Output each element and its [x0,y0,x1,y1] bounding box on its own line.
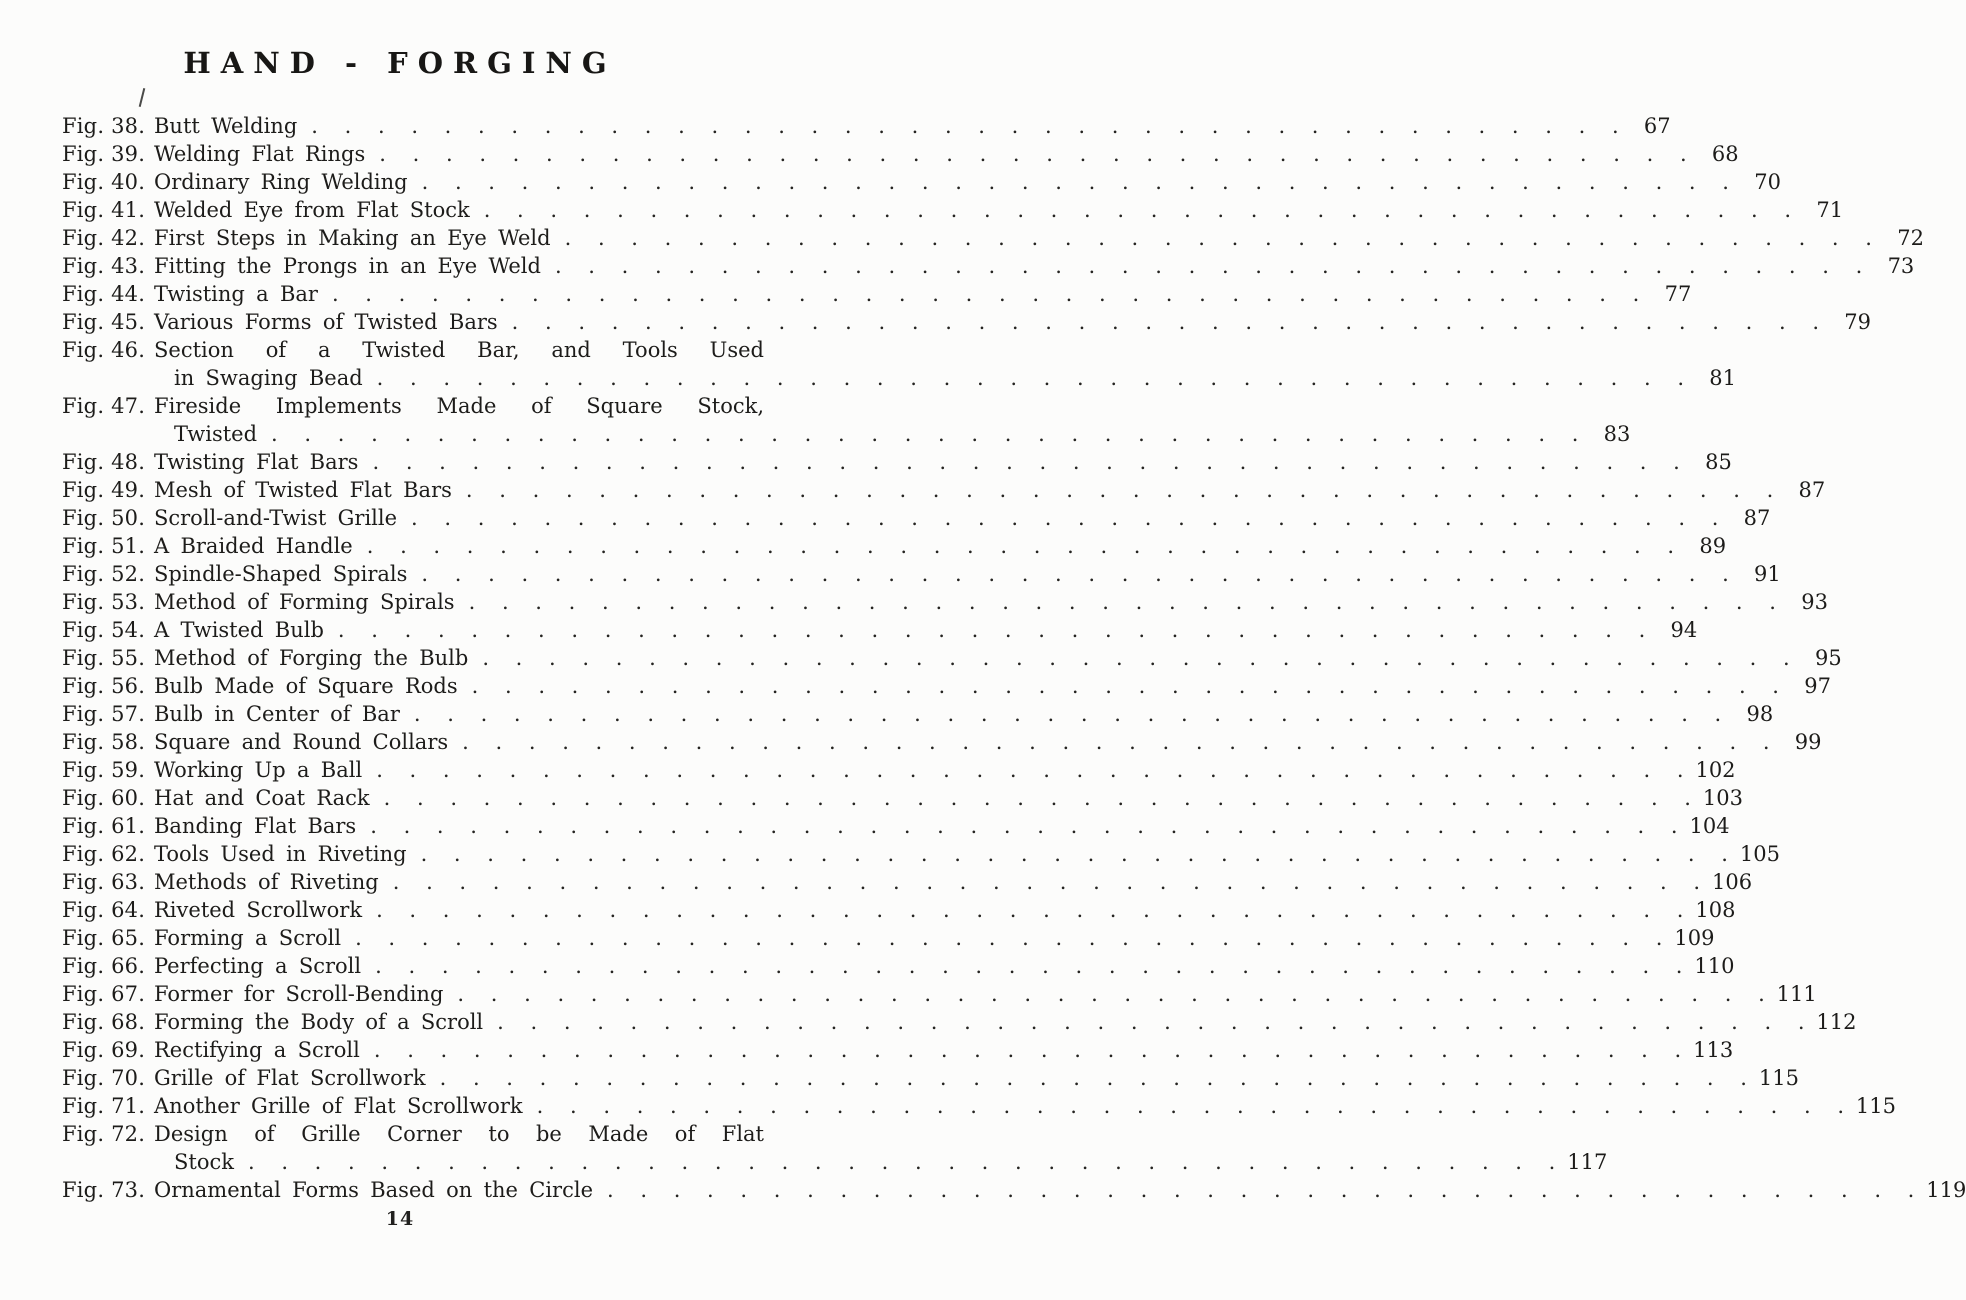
dot-leader: . . . . . . . . . . . . . . . . . . . . . . . . . . . . . . . . . . . . . . . . [337,618,1646,642]
figure-label: Fig. 65. [62,926,146,950]
figure-title: Tools Used in Riveting [154,842,407,866]
figure-entry-row [62,140,1739,168]
page-ref: 77 [1664,282,1692,306]
page-ref: 67 [1643,114,1671,138]
page-ref: 115 [1855,1094,1896,1118]
dot-leader: . . . . . . . . . . . . . . . . . . . . . . . . . . . . . . . . . . . . . . . . [462,730,1770,754]
figure-label: Fig. 62. [62,842,146,866]
figure-title: Mesh of Twisted Flat Bars [154,478,452,502]
figure-title: Rectifying a Scroll [154,1038,360,1062]
dot-leader: . . . . . . . . . . . . . . . . . . . . . . . . . . . . . . . . . . . . . . . . [375,954,1683,978]
figure-entry-row [62,336,764,364]
dot-leader: . . . . . . . . . . . . . . . . . . . . . . . . . . . . . . . . . . . . . . . . [468,590,1776,614]
page-ref: 99 [1794,730,1822,754]
figure-title: Methods of Riveting [154,870,379,894]
dot-leader: . . . . . . . . . . . . . . . . . . . . . . . . . . . . . . . . . . . . . . . . [383,786,1691,810]
dot-leader: . . . . . . . . . . . . . . . . . . . . . . . . . . . . . . . . . . . . . . . . [379,142,1687,166]
figure-title: Various Forms of Twisted Bars [154,310,498,334]
page-ref: 119 [1926,1178,1966,1202]
figure-label: Fig. 45. [62,310,146,334]
figure-title: Design of Grille Corner to be Made of Flat [154,1122,764,1146]
dot-leader: . . . . . . . . . . . . . . . . . . . . . . . . . . . . . . . . . . . . . . . . [372,450,1680,474]
figure-entry-row [62,1176,1966,1204]
figure-entry-row [62,560,1781,588]
page-ref: 72 [1897,226,1924,250]
figure-entry-row [62,1092,1896,1120]
figure-entry-row [62,980,1817,1008]
figure-title: Forming a Scroll [154,926,342,950]
dot-leader: . . . . . . . . . . . . . . . . . . . . . . . . . . . . . . . . . . . . . . . . [271,422,1579,446]
figure-title: Riveted Scrollwork [154,898,363,922]
figure-entry-row [62,784,1743,812]
figure-label: Fig. 69. [62,1038,146,1062]
figure-title: Former for Scroll-Bending [154,982,444,1006]
dot-leader: . . . . . . . . . . . . . . . . . . . . . . . . . . . . . . . . . . . . . . . . [311,114,1619,138]
figure-label: Fig. 46. [62,338,146,362]
figure-label: Fig. 60. [62,786,146,810]
figure-label: Fig. 55. [62,646,146,670]
figure-label: Fig. 53. [62,590,146,614]
figure-entry-row [62,672,1831,700]
page-ref: 83 [1603,422,1631,446]
figure-title: Twisting Flat Bars [154,450,359,474]
figure-entry-row [62,728,1822,756]
figure-label: Fig. 38. [62,114,146,138]
figure-label: Fig. 59. [62,758,146,782]
figure-title: Twisting a Bar [154,282,318,306]
dot-leader: . . . . . . . . . . . . . . . . . . . . . . . . . . . . . . . . . . . . . . . . [421,170,1729,194]
figure-title: A Twisted Bulb [154,618,324,642]
figure-entry-row [62,112,1671,140]
page-ref: 71 [1816,198,1844,222]
figure-entry-continuation-row [62,420,1631,448]
figure-label: Fig. 39. [62,142,146,166]
figure-title: A Braided Handle [154,534,353,558]
page-ref: 103 [1702,786,1743,810]
page-ref: 70 [1754,170,1781,194]
page-ref: 81 [1709,366,1737,390]
dot-leader: . . . . . . . . . . . . . . . . . . . . . . . . . . . . . . . . . . . . . . . . [370,814,1678,838]
figure-title: Method of Forming Spirals [154,590,455,614]
figure-list [0,112,1966,1204]
dot-leader: . . . . . . . . . . . . . . . . . . . . . . . . . . . . . . . . . . . . . . . . [247,1150,1556,1174]
figure-title: Banding Flat Bars [154,814,357,838]
figure-entry-row [62,756,1736,784]
page-ref: 105 [1739,842,1780,866]
figure-title: Hat and Coat Rack [154,786,370,810]
dot-leader: . . . . . . . . . . . . . . . . . . . . . . . . . . . . . . . . . . . . . . . . [511,310,1820,334]
page-ref: 87 [1798,478,1826,502]
figure-title-continuation: in Swaging Bead [174,366,363,390]
figure-entry-row [62,588,1828,616]
figure-entry-row [62,448,1732,476]
figure-title: Working Up a Ball [154,758,363,782]
dot-leader: . . . . . . . . . . . . . . . . . . . . . . . . . . . . . . . . . . . . . . . . [392,870,1701,894]
page-ref: 110 [1694,954,1735,978]
stray-pen-mark [139,88,146,107]
figure-title: Forming the Body of a Scroll [154,1010,484,1034]
figure-label: Fig. 51. [62,534,146,558]
figure-label: Fig. 47. [62,394,146,418]
figure-entry-row [62,1036,1734,1064]
dot-leader: . . . . . . . . . . . . . . . . . . . . . . . . . . . . . . . . . . . . . . . . [421,562,1729,586]
figure-title: Butt Welding [154,114,298,138]
dot-leader: . . . . . . . . . . . . . . . . . . . . . . . . . . . . . . . . . . . . . . . . [483,198,1792,222]
figure-entry-row [62,392,764,420]
page-ref: 73 [1887,254,1915,278]
figure-label: Fig. 71. [62,1094,146,1118]
figure-label: Fig. 73. [62,1178,146,1202]
figure-title: Fitting the Prongs in an Eye Weld [154,254,541,278]
dot-leader: . . . . . . . . . . . . . . . . . . . . . . . . . . . . . . . . . . . . . . . . [607,1178,1915,1202]
page-ref: 108 [1695,898,1736,922]
dot-leader: . . . . . . . . . . . . . . . . . . . . . . . . . . . . . . . . . . . . . . . . [373,1038,1682,1062]
page-ref: 98 [1746,702,1774,726]
dot-leader: . . . . . . . . . . . . . . . . . . . . . . . . . . . . . . . . . . . . . . . . [411,506,1719,530]
page-ref: 87 [1743,506,1771,530]
figure-title: Spindle-Shaped Spirals [154,562,408,586]
dot-leader: . . . . . . . . . . . . . . . . . . . . . . . . . . . . . . . . . . . . . . . . [413,702,1722,726]
dot-leader: . . . . . . . . . . . . . . . . . . . . . . . . . . . . . . . . . . . . . . . . [471,674,1779,698]
figure-entry-row [62,476,1826,504]
page-ref: 89 [1699,534,1727,558]
figure-title: Ornamental Forms Based on the Circle [154,1178,593,1202]
figure-entry-row [62,252,1915,280]
page-ref: 102 [1695,758,1736,782]
dot-leader: . . . . . . . . . . . . . . . . . . . . . . . . . . . . . . . . . . . . . . . . [355,926,1663,950]
figure-title: Section of a Twisted Bar, and Tools Used [154,338,764,362]
dot-leader: . . . . . . . . . . . . . . . . . . . . . . . . . . . . . . . . . . . . . . . . [554,254,1863,278]
figure-label: Fig. 70. [62,1066,146,1090]
figure-entry-continuation-row [62,364,1737,392]
page-ref: 95 [1814,646,1842,670]
page-ref: 112 [1816,1010,1857,1034]
figure-entry-row [62,196,1844,224]
figure-label: Fig. 67. [62,982,146,1006]
dot-leader: . . . . . . . . . . . . . . . . . . . . . . . . . . . . . . . . . . . . . . . . [564,226,1872,250]
figure-title: Another Grille of Flat Scrollwork [154,1094,523,1118]
figure-title: Welded Eye from Flat Stock [154,198,470,222]
figure-entry-row [62,1064,1799,1092]
figure-title-continuation: Twisted [174,422,258,446]
dot-leader: . . . . . . . . . . . . . . . . . . . . . . . . . . . . . . . . . . . . . . . . [420,842,1728,866]
figure-label: Fig. 44. [62,282,146,306]
figure-title: Bulb in Center of Bar [154,702,400,726]
page-ref: 79 [1844,310,1872,334]
figure-entry-row [62,616,1698,644]
figure-label: Fig. 50. [62,506,146,530]
figure-label: Fig. 40. [62,170,146,194]
figure-entry-row [62,952,1735,980]
figure-label: Fig. 42. [62,226,146,250]
figure-title: First Steps in Making an Eye Weld [154,226,551,250]
dot-leader: . . . . . . . . . . . . . . . . . . . . . . . . . . . . . . . . . . . . . . . . [465,478,1774,502]
figure-label: Fig. 61. [62,814,146,838]
figure-label: Fig. 54. [62,618,146,642]
dot-leader: . . . . . . . . . . . . . . . . . . . . . . . . . . . . . . . . . . . . . . . . [376,898,1684,922]
figure-label: Fig. 72. [62,1122,146,1146]
figure-label: Fig. 57. [62,702,146,726]
page-ref: 91 [1754,562,1781,586]
figure-entry-row [62,812,1730,840]
figure-label: Fig. 49. [62,478,146,502]
figure-entry-row [62,896,1736,924]
page-ref: 111 [1776,982,1817,1006]
figure-label: Fig. 68. [62,1010,146,1034]
page-ref: 115 [1758,1066,1799,1090]
figure-label: Fig. 48. [62,450,146,474]
figure-entry-row [62,532,1727,560]
figure-label: Fig. 63. [62,870,146,894]
figure-entry-row [62,1008,1857,1036]
figure-entry-row [62,224,1924,252]
page-ref: 68 [1711,142,1739,166]
figure-title-continuation: Stock [174,1150,234,1174]
figure-title: Bulb Made of Square Rods [154,674,458,698]
figure-title: Square and Round Collars [154,730,449,754]
figure-entry-row [62,1120,764,1148]
page-ref: 93 [1801,590,1828,614]
page-ref: 85 [1705,450,1732,474]
page-title: HAND - FORGING [183,46,617,80]
figure-title: Scroll-and-Twist Grille [154,506,398,530]
figure-label: Fig. 43. [62,254,146,278]
figure-label: Fig. 64. [62,898,146,922]
figure-entry-row [62,168,1781,196]
folio-page-number: 14 [385,1208,415,1230]
dot-leader: . . . . . . . . . . . . . . . . . . . . . . . . . . . . . . . . . . . . . . . . [457,982,1765,1006]
figure-title: Grille of Flat Scrollwork [154,1066,426,1090]
dot-leader: . . . . . . . . . . . . . . . . . . . . . . . . . . . . . . . . . . . . . . . . [376,366,1685,390]
figure-label: Fig. 41. [62,198,146,222]
figure-entry-row [62,504,1771,532]
figure-title: Ordinary Ring Welding [154,170,408,194]
figure-entry-continuation-row [62,1148,1608,1176]
dot-leader: . . . . . . . . . . . . . . . . . . . . . . . . . . . . . . . . . . . . . . . . [497,1010,1805,1034]
figure-entry-row [62,840,1780,868]
dot-leader: . . . . . . . . . . . . . . . . . . . . . . . . . . . . . . . . . . . . . . . . [439,1066,1747,1090]
figure-label: Fig. 66. [62,954,146,978]
dot-leader: . . . . . . . . . . . . . . . . . . . . . . . . . . . . . . . . . . . . . . . . [331,282,1640,306]
page-ref: 106 [1711,870,1753,894]
figure-label: Fig. 52. [62,562,146,586]
dot-leader: . . . . . . . . . . . . . . . . . . . . . . . . . . . . . . . . . . . . . . . . [482,646,1790,670]
figure-title: Welding Flat Rings [154,142,366,166]
figure-title: Fireside Implements Made of Square Stock, [154,394,764,418]
page-ref: 94 [1670,618,1698,642]
dot-leader: . . . . . . . . . . . . . . . . . . . . . . . . . . . . . . . . . . . . . . . . [366,534,1675,558]
figure-label: Fig. 56. [62,674,146,698]
dot-leader: . . . . . . . . . . . . . . . . . . . . . . . . . . . . . . . . . . . . . . . . [376,758,1684,782]
figure-entry-row [62,868,1753,896]
figure-title: Method of Forging the Bulb [154,646,469,670]
figure-label: Fig. 58. [62,730,146,754]
figure-entry-row [62,644,1842,672]
figure-entry-row [62,308,1872,336]
figure-entry-row [62,700,1774,728]
page-ref: 109 [1674,926,1715,950]
page-ref: 117 [1567,1150,1608,1174]
page-ref: 97 [1804,674,1831,698]
figure-entry-row [62,924,1715,952]
dot-leader: . . . . . . . . . . . . . . . . . . . . . . . . . . . . . . . . . . . . . . . . [536,1094,1844,1118]
figure-entry-row [62,280,1692,308]
figure-title: Perfecting a Scroll [154,954,362,978]
page-ref: 104 [1689,814,1730,838]
page-ref: 113 [1693,1038,1734,1062]
